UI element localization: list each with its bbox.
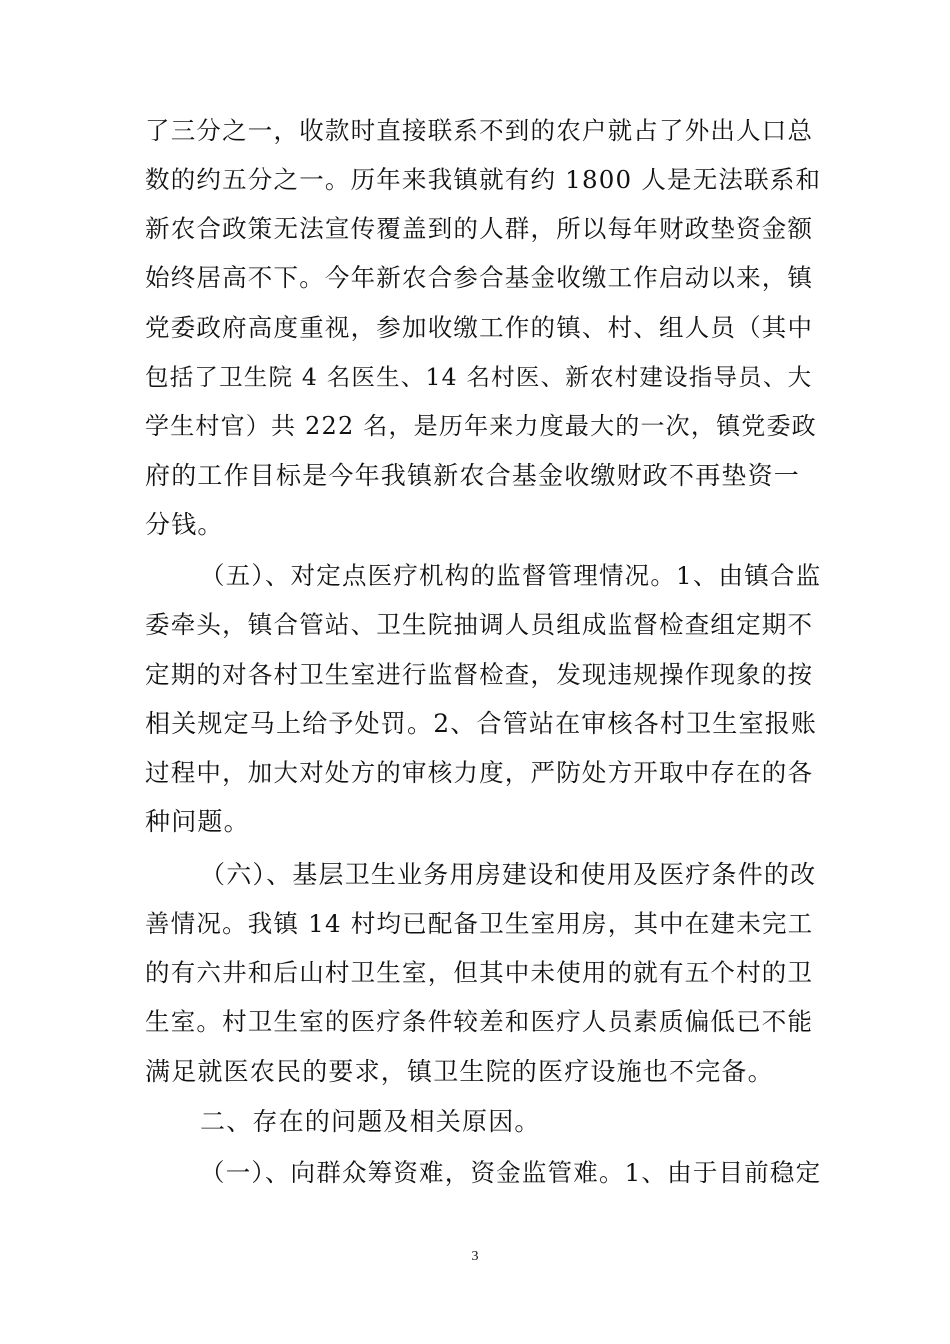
body-text-line: 府的工作目标是今年我镇新农合基金收缴财政不再垫资一 [145,461,801,490]
chapter-heading: 二、存在的问题及相关原因。 [200,1107,541,1136]
body-text-line: 的有六井和后山村卫生室，但其中未使用的就有五个村的卫 [145,958,814,987]
body-text-line: 始终居高不下。今年新农合参合基金收缴工作启动以来，镇 [145,263,814,292]
body-text-line: 党委政府高度重视，参加收缴工作的镇、村、组人员（其中 [145,313,814,342]
body-text-line: 数的约五分之一。历年来我镇就有约 1800 人是无法联系和 [145,165,822,194]
page-number: 3 [471,1249,479,1264]
body-text-line: 新农合政策无法宣传覆盖到的人群，所以每年财政垫资金额 [145,214,814,243]
body-text-line: 善情况。我镇 14 村均已配备卫生室用房，其中在建未完工 [145,909,814,938]
body-text-line: 生室。村卫生室的医疗条件较差和医疗人员素质偏低已不能 [145,1007,814,1036]
section-heading-5: （五）、对定点医疗机构的监督管理情况。1、由镇合监 [200,561,822,590]
body-text-line: 了三分之一，收款时直接联系不到的农户就占了外出人口总 [145,116,814,145]
body-text-line: 定期的对各村卫生室进行监督检查，发现违规操作现象的按 [145,660,814,689]
body-text-line: 种问题。 [145,807,250,836]
body-text-line: 包括了卫生院 4 名医生、14 名村医、新农村建设指导员、大 [145,363,813,391]
body-text-line: 相关规定马上给予处罚。2、合管站在审核各村卫生室报账 [145,709,818,738]
body-text-line: 过程中，加大对处方的审核力度，严防处方开取中存在的各 [145,758,814,787]
body-text-line: 委牵头，镇合管站、卫生院抽调人员组成监督检查组定期不 [145,610,814,639]
body-text-line: 满足就医农民的要求，镇卫生院的医疗设施也不完备。 [145,1057,774,1086]
section-heading-6: （六）、基层卫生业务用房建设和使用及医疗条件的改 [200,860,817,889]
body-text-line: 分钱。 [145,510,224,539]
body-text-line: 学生村官）共 222 名，是历年来力度最大的一次，镇党委政 [145,412,817,440]
section-heading-1: （一）、向群众筹资难，资金监管难。1、由于目前稳定 [200,1158,822,1187]
